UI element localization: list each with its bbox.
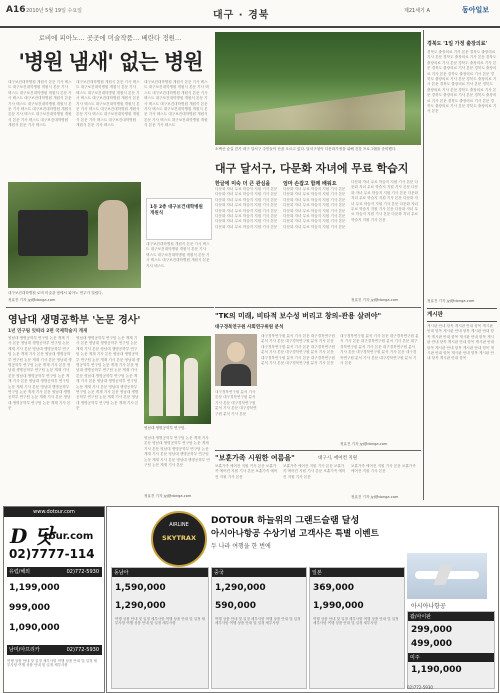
badge-airline-label: AIRLINE: [169, 522, 189, 528]
ad-category-phone[interactable]: 02)772-5930: [66, 569, 99, 575]
ad-fine-print: 여행 상품 안내 및 일정 세부사항 여행 상품 안내 및 일정 세부사항 여행 상품 안내 및 일정 세부사항: [215, 617, 301, 626]
divider-line: [215, 307, 421, 308]
masthead: [0, 0, 500, 28]
story1-subhead-box: [146, 198, 212, 240]
badge-award-label: SKYTRAX: [162, 534, 196, 542]
notice-board-title: 게시판: [427, 308, 497, 322]
story5-body-col2: 보훈가족 에어컨 지원 기사 본문 보훈가족 에어컨 지원 기사 본문 보훈가족 에어컨 지원 기사 본문: [283, 464, 346, 479]
issue-date: 2010년 5월 19일 수요일: [26, 8, 83, 14]
story2-subhead: 1년 연구팀 잇따라 2편 국제학술지 게재: [8, 329, 88, 334]
story1-caption: 대구보건대학병원 로비 미술관 옆에서 피아노 연주가 열렸다.: [8, 291, 103, 295]
ad-category-label: 유럽/해외: [9, 569, 31, 575]
story1-kicker: 로비에 피아노… 곳곳에 미술작품… 베란다 정원…: [38, 34, 182, 42]
main-photo-caption: 소백산 숲길 걷기 대구 달서구 주민들이 산을 오르고 있다. 달서구청이 다문화가정을 위해 건강 프로그램을 준비했다.: [215, 147, 397, 151]
story1-subhead: 1동 2층 대구보건대학병원 개원식: [150, 205, 203, 216]
ad-logo: D 닷: [10, 524, 54, 548]
story2-body-col3: 영남대 생명공학부 연구팀 논문 게재 기사 본문 영남대 생명공학부 연구팀 논문 게재 기사 본문 영남대 생명공학부 연구팀 논문 게재 기사 본문 영남대 생명공학부 연구팀 논문 게재 기사 본문 영남대 생명공학부 연구팀 논문 게재 기사 본문: [144, 436, 210, 468]
story1-headline: '병원 냄새' 없는 병원: [18, 50, 203, 74]
ad-price: 1,990,000: [313, 601, 364, 611]
story5-headline: "보훈가족 시원한 여름을": [215, 454, 295, 462]
ad-product-block-4[interactable]: [407, 611, 495, 689]
story2-byline: 정효진 기자 jyj@donga.com: [144, 494, 192, 498]
travel-ad-main[interactable]: [106, 506, 499, 693]
ad-category-south-america: [7, 645, 102, 655]
dest-label: 괌/사이판: [408, 612, 494, 621]
story1-body-col4: 대구보건대학병원 개원식 본문 기사 텍스트 대구보건대학병원 개원식 본문 기사 텍스트 대구보건대학병원 개원식 본문 기사 텍스트 대구보건대학병원 개원식 본문 기사 텍스트: [146, 242, 210, 268]
ad-price: 299,000: [411, 625, 452, 635]
divider-line: [6, 307, 214, 308]
person-shape: [184, 358, 198, 416]
newspaper-logo: 동아일보: [462, 6, 490, 14]
notice-board-body: 게시판 안내 항목 게시판 안내 항목 게시판 안내 항목 게시판 안내 항목 게시판 안내 항목 게시판 안내 항목 게시판 안내 항목 게시판 안내 항목 게시판 안내 항목 게시판 안내 항목 게시판 안내 항목 게시판 안내 항목 게시판 안내 항목 게시판 안내 항목 게시판 안내 항목 게시판 안내 항목: [427, 324, 495, 361]
ad-product-block-3[interactable]: [309, 567, 405, 689]
airplane-image: [407, 553, 487, 599]
story5-byline: 정효진 기자 jyj@donga.com: [351, 495, 399, 499]
story5-body-col3: 보훈가족 에어컨 지원 기사 본문 보훈가족 에어컨 지원 기사 본문: [351, 464, 416, 474]
ad-price: 369,000: [313, 583, 354, 593]
story4-body-col2: 대구경북연구원 분석 기사 본문 대구경북연구원 분석 기사 본문 대구경북연구원 분석 기사 본문 대구경북연구원 분석 기사 본문 대구경북연구원 분석 기사 본문 대구경북연구원 분석 기사 본문 대구경북연구원 분석 기사 본문 대구경북연구원 분석 기사 본문 대구경북연구원 분석 기사 본문: [261, 334, 335, 366]
divider-line: [215, 450, 421, 451]
story1-body-col2: 대구보건대학병원 개원식 본문 기사 텍스트 대구보건대학병원 개원식 본문 기사 텍스트 대구보건대학병원 개원식 본문 기사 텍스트 대구보건대학병원 개원식 본문 기사 텍스트 대구보건대학병원 개원식 본문 기사 텍스트 대구보건대학병원 개원식 본문 기사 텍스트 대구보건대학병원 개원식 본문 기사 텍스트 대구보건대학병원 개원식 본문 기사 텍스트: [76, 80, 140, 128]
ad-price: 590,000: [215, 601, 256, 611]
right-col-headline: 경북도 '1일 가정 출장의료': [427, 41, 488, 47]
ad-price: 1,590,000: [115, 583, 166, 593]
story3-col1-head: 한글에 미숙 더 큰 관심을: [215, 181, 271, 187]
story1-photo: [8, 182, 141, 288]
person-shape: [166, 354, 180, 416]
ad-fine-print: 여행 상품 안내 및 일정 세부사항 여행 상품 안내 및 일정 세부사항 여행 상품 안내 및 일정 세부사항: [7, 659, 98, 668]
ad-category-europe: [7, 567, 102, 577]
ad-tagline-2: 아시아나항공 수상기념 고객사은 특별 이벤트: [211, 529, 379, 539]
story3-headline: 대구 달서구, 다문화 자녀에 무료 학습지: [215, 162, 409, 175]
story3-col2-head: 엄마 손잡고 함께 배워요: [283, 181, 337, 187]
ad-fine-print: 여행 상품 안내 및 일정 세부사항 여행 상품 안내 및 일정 세부사항 여행 상품 안내 및 일정 세부사항: [115, 617, 205, 626]
story3-body-col1: 다문화 자녀 무료 학습지 지원 기사 본문 다문화 자녀 무료 학습지 지원 기사 본문 다문화 자녀 무료 학습지 지원 기사 본문 다문화 자녀 무료 학습지 지원 기사 본문 다문화 자녀 무료 학습지 지원 기사 본문 다문화 자녀 무료 학습지 지원 기사 본문 다문화 자녀 무료 학습지 지원 기사 본문 다문화 자녀 무료 학습지 지원 기사 본문: [215, 187, 278, 229]
travel-ad-left[interactable]: [3, 506, 105, 693]
ad-fine-print: 여행 상품 안내 및 일정 세부사항 여행 상품 안내 및 일정 세부사항 여행 상품 안내 및 일정 세부사항: [313, 617, 399, 626]
story3-byline: 정효진 기자 jyj@donga.com: [351, 298, 399, 302]
piano-shape: [18, 210, 88, 256]
ad-product-block-1[interactable]: [111, 567, 209, 689]
story1-body-col3: 대구보건대학병원 개원식 본문 기사 텍스트 대구보건대학병원 개원식 본문 기사 텍스트 대구보건대학병원 개원식 본문 기사 텍스트 대구보건대학병원 개원식 본문 기사 텍스트 대구보건대학병원 개원식 본문 기사 텍스트 대구보건대학병원 개원식 본문 기사 텍스트 대구보건대학병원 개원식 본문 기사 텍스트 대구보건대학병원 개원식 본문 기사 텍스트: [144, 80, 209, 128]
person-shape: [149, 356, 163, 416]
ad-price: 499,000: [411, 639, 452, 649]
ad-category-phone[interactable]: 02)772-5930: [66, 647, 99, 653]
ad-phone-footer[interactable]: 02)772-5930: [407, 685, 433, 690]
story1-body-col1: 대구보건대학병원 개원식 본문 기사 텍스트 대구보건대학병원 개원식 본문 기사 텍스트 대구보건대학병원 개원식 본문 기사 텍스트 대구보건대학병원 개원식 본문 기사 텍스트 대구보건대학병원 개원식 본문 기사 텍스트 대구보건대학병원 개원식 본문 기사 텍스트 대구보건대학병원 개원식 본문 기사 텍스트 대구보건대학병원 개원식 본문 기사 텍스트: [8, 80, 72, 128]
author-photo: [215, 334, 257, 386]
story3-body-col3: 다문화 자녀 무료 학습지 지원 기사 본문 다문화 자녀 무료 학습지 지원 기사 본문 다문화 자녀 무료 학습지 지원 기사 본문 다문화 자녀 무료 학습지 지원 기사 본문 다문화 자녀 무료 학습지 지원 기사 본문 다문화 자녀 무료 학습지 지원 기사 본문 다문화 자녀 무료 학습지 지원 기사 본문 다문화 자녀 무료 학습지 지원 기사 본문: [351, 180, 419, 222]
edition-label: 제21세기 A: [404, 8, 430, 14]
story2-photo: [144, 336, 211, 424]
ad-price: 1,090,000: [9, 623, 60, 633]
story4-body-col1: 대구경북연구원 분석 기사 본문 대구경북연구원 분석 기사 본문 대구경북연구원 분석 기사 본문 대구경북연구원 분석 기사 본문: [215, 390, 257, 416]
story4-subhead: 대구경북연구원 사회연구위원 분석: [215, 325, 284, 330]
story4-body-col3: 대구경북연구원 분석 기사 본문 대구경북연구원 분석 기사 본문 대구경북연구원 분석 기사 본문 대구경북연구원 분석 기사 본문 대구경북연구원 분석 기사 본문 대구경북연구원 분석 기사 본문 대구경북연구원 분석 기사 본문 대구경북연구원 분석 기사 본문: [340, 334, 419, 366]
dest-label: 중국: [212, 568, 306, 577]
story4-byline: 정효진 기자 jyj@donga.com: [340, 442, 388, 446]
dest-label: 일본: [310, 568, 404, 577]
suit-shape: [221, 364, 251, 386]
section-title: 대구 · 경북: [213, 10, 270, 21]
story1-byline: 정효진 기자 jyj@donga.com: [8, 298, 56, 302]
story4-headline: "TK의 미래, 비타적 보수성 버리고 창의-관용 살려야": [215, 312, 382, 320]
person-shape: [98, 200, 128, 270]
story5-body-col1: 보훈가족 에어컨 지원 기사 본문 보훈가족 에어컨 지원 기사 본문 보훈가족 에어컨 지원 기사 본문: [215, 464, 278, 479]
dest-label: 미주: [408, 653, 494, 662]
story5-subhead: 대구시, 에어컨 지원: [318, 456, 358, 461]
ad-offer: 두 나라 여행을 한 번에: [211, 543, 271, 550]
page-number: A16: [6, 5, 26, 15]
story2-caption: 영남대 생명공학부 연구팀.: [144, 426, 186, 430]
column-rule: [423, 30, 424, 500]
ad-price: 999,000: [9, 603, 50, 613]
hikers-group: [235, 90, 405, 130]
right-col-body: 경북도 출장의료 기사 본문 경북도 출장의료 기사 본문 경북도 출장의료 기사 본문 경북도 출장의료 기사 본문 경북도 출장의료 기사 본문 경북도 출장의료 기사 본문 경북도 출장의료 기사 본문 경북도 출장의료 기사 본문 경북도 출장의료 기사 본문 경북도 출장의료 기사 본문 경북도 출장의료 기사 본문 경북도 출장의료 기사 본문 경북도 출장의료 기사 본문 경북도 출장의료 기사 본문 경북도 출장의료 기사 본문 경북도 출장의료 기사 본문 경북도 출장의료 기사 본문 경북도 출장의료 기사 본문: [427, 50, 497, 114]
face-shape: [227, 342, 245, 362]
ad-price: 1,190,000: [411, 665, 462, 675]
story2-body-col2: 영남대 생명공학부 연구팀 논문 게재 기사 본문 영남대 생명공학부 연구팀 논문 게재 기사 본문 영남대 생명공학부 연구팀 논문 게재 기사 본문 영남대 생명공학부 연구팀 논문 게재 기사 본문 영남대 생명공학부 연구팀 논문 게재 기사 본문 영남대 생명공학부 연구팀 논문 게재 기사 본문 영남대 생명공학부 연구팀 논문 게재 기사 본문 영남대 생명공학부 연구팀 논문 게재 기사 본문 영남대 생명공학부 연구팀 논문 게재 기사 본문 영남대 생명공학부 연구팀 논문 게재 기사 본문 영남대 생명공학부 연구팀 논문 게재 기사 본문: [76, 336, 140, 411]
ad-category-label: 남미/아프리카: [9, 647, 40, 653]
main-photo: [215, 32, 421, 145]
ad-site-url[interactable]: www.dotour.com: [4, 507, 104, 517]
ad-price: 1,199,000: [9, 583, 60, 593]
ad-product-block-2[interactable]: [211, 567, 307, 689]
right-col-byline: 정효진 기자 jyj@donga.com: [427, 299, 475, 303]
story2-body-col1: 영남대 생명공학부 연구팀 논문 게재 기사 본문 영남대 생명공학부 연구팀 논문 게재 기사 본문 영남대 생명공학부 연구팀 논문 게재 기사 본문 영남대 생명공학부 연구팀 논문 게재 기사 본문 영남대 생명공학부 연구팀 논문 게재 기사 본문 영남대 생명공학부 연구팀 논문 게재 기사 본문 영남대 생명공학부 연구팀 논문 게재 기사 본문 영남대 생명공학부 연구팀 논문 게재 기사 본문 영남대 생명공학부 연구팀 논문 게재 기사 본문 영남대 생명공학부 연구팀 논문 게재 기사 본문 영남대 생명공학부 연구팀 논문 게재 기사 본문: [8, 336, 72, 411]
ad-price: 1,290,000: [215, 583, 266, 593]
skytrax-badge: [151, 511, 207, 567]
ad-price: 1,290,000: [115, 601, 166, 611]
ad-tagline-1: DOTOUR 하늘위의 그랜드슬램 달성: [211, 516, 360, 526]
ad-phone-main[interactable]: 02)7777-114: [9, 547, 95, 561]
asiana-logo: 아시아나항공: [411, 603, 446, 610]
story2-headline: 영남대 생명공학부 '논문 경사': [8, 315, 141, 326]
dest-label: 동남아: [112, 568, 208, 577]
ad-logo-domain: tour.com: [44, 531, 94, 542]
story3-body-col2: 다문화 자녀 무료 학습지 지원 기사 본문 다문화 자녀 무료 학습지 지원 기사 본문 다문화 자녀 무료 학습지 지원 기사 본문 다문화 자녀 무료 학습지 지원 기사 본문 다문화 자녀 무료 학습지 지원 기사 본문 다문화 자녀 무료 학습지 지원 기사 본문 다문화 자녀 무료 학습지 지원 기사 본문 다문화 자녀 무료 학습지 지원 기사 본문: [283, 187, 346, 229]
